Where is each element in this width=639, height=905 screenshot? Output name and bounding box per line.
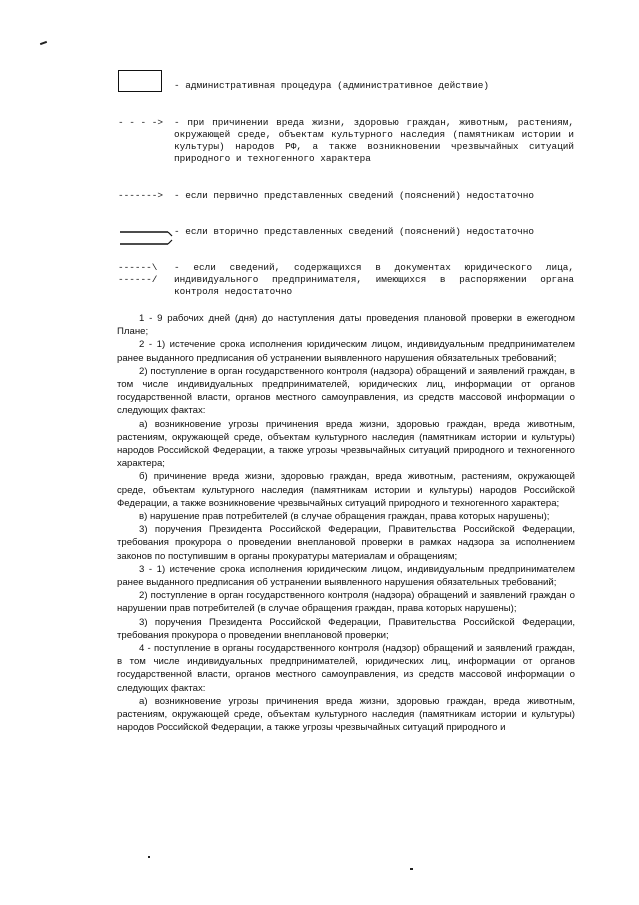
bracket-arrow-icon: ------\ ------/ (118, 262, 158, 285)
paragraph: в) нарушение прав потребителей (в случае обращения граждан, права которых нарушены); (139, 511, 550, 523)
legend-text: - если сведений, содержащихся в документах юридического лица, индивидуального предпринимателя, имеющихся в распоряжении органа контроля недостаточно (174, 262, 574, 297)
scan-mark (148, 856, 150, 858)
paragraph: 2) поступление в орган государственного контроля (надзора) обращений и заявлений граждан, в том числе индивидуальных предпринимателей, юридических лиц, информации от органов государственной власти, органов местного самоуправления, из средств массовой информации о следующих фактах: (117, 365, 575, 417)
procedure-box-icon (118, 70, 162, 92)
paragraph: б) причинение вреда жизни, здоровью граждан, вреда животным, растениям, окружающей среде, объектам культурного наследия (памятникам истории и культуры) народов Российской Федерации, а также возникновение чрезвычайных ситуаций природного и техногенного характера; (117, 471, 575, 509)
paragraph: а) возникновение угрозы причинения вреда жизни, здоровью граждан, вреда животным, растениям, окружающей среде, объектам культурного наследия (памятникам истории и культуры) народов Российской Федерации, а также угрозы чрезвычайных ситуаций природного и (117, 695, 575, 734)
legend-text: - административная процедура (административное действие) (174, 80, 490, 91)
arrow-icon: -------> (118, 190, 164, 201)
scan-mark (40, 41, 47, 45)
paragraph: 3) поручения Президента Российской Федерации, Правительства Российской Федерации, требования прокурора о проведении внеплановой проверки в рамках надзора за исполнением законов по поступившим в органы прокуратуры материалам и обращениям; (117, 524, 575, 562)
dashed-arrow-icon: - - - -> (118, 117, 164, 128)
legend-text: - если первично представленных сведений (пояснений) недостаточно (174, 190, 535, 201)
paragraph: 1 - 9 рабочих дней (дня) до наступления даты проведения плановой проверки в ежегодном Плане; (117, 313, 575, 338)
scan-mark (410, 868, 413, 870)
paragraph: 3 - 1) истечение срока исполнения юридическим лицом, индивидуальным предпринимателем ранее выданного предписания об устранении выявленного нарушения обязательных требований; (117, 563, 575, 589)
document-body (117, 312, 575, 735)
legend-text: - при причинении вреда жизни, здоровью граждан, животным, растениям, окружающей среде, объектам культурного наследия (памятникам истории и культуры) народов РФ, а также возникновении чрезвычайных ситуаций природного и техногенного характера (174, 117, 574, 164)
paragraph: 3) поручения Президента Российской Федерации, Правительства Российской Федерации, требования прокурора о проведении внеплановой проверки; (117, 616, 575, 641)
double-line-icon (118, 226, 174, 250)
paragraph: а) возникновение угрозы причинения вреда жизни, здоровью граждан, вреда животным, растениям, окружающей среде, объектам культурного наследия (памятникам истории и культуры) народов Российской Федерации, а также угрозы чрезвычайных ситуаций природного и техногенного характера; (117, 418, 575, 470)
paragraph: 2) поступление в орган государственного контроля (надзора) обращений и заявлений граждан о нарушении прав потребителей (в случае обращения граждан, права которых нарушены); (117, 590, 575, 615)
legend-text: - если вторично представленных сведений (пояснений) недостаточно (174, 226, 535, 237)
paragraph: 2 - 1) истечение срока исполнения юридическим лицом, индивидуальным предпринимателем ранее выданного предписания об устранении выявленного нарушения обязательных требований; (117, 339, 575, 364)
paragraph: 4 - поступление в органы государственного контроля (надзор) обращений и заявлений граждан, в том числе индивидуальных предпринимателей, юридических лиц, информации от органов государственной власти, органов местного самоуправления, из средств массовой информации о следующих фактах: (117, 643, 575, 694)
